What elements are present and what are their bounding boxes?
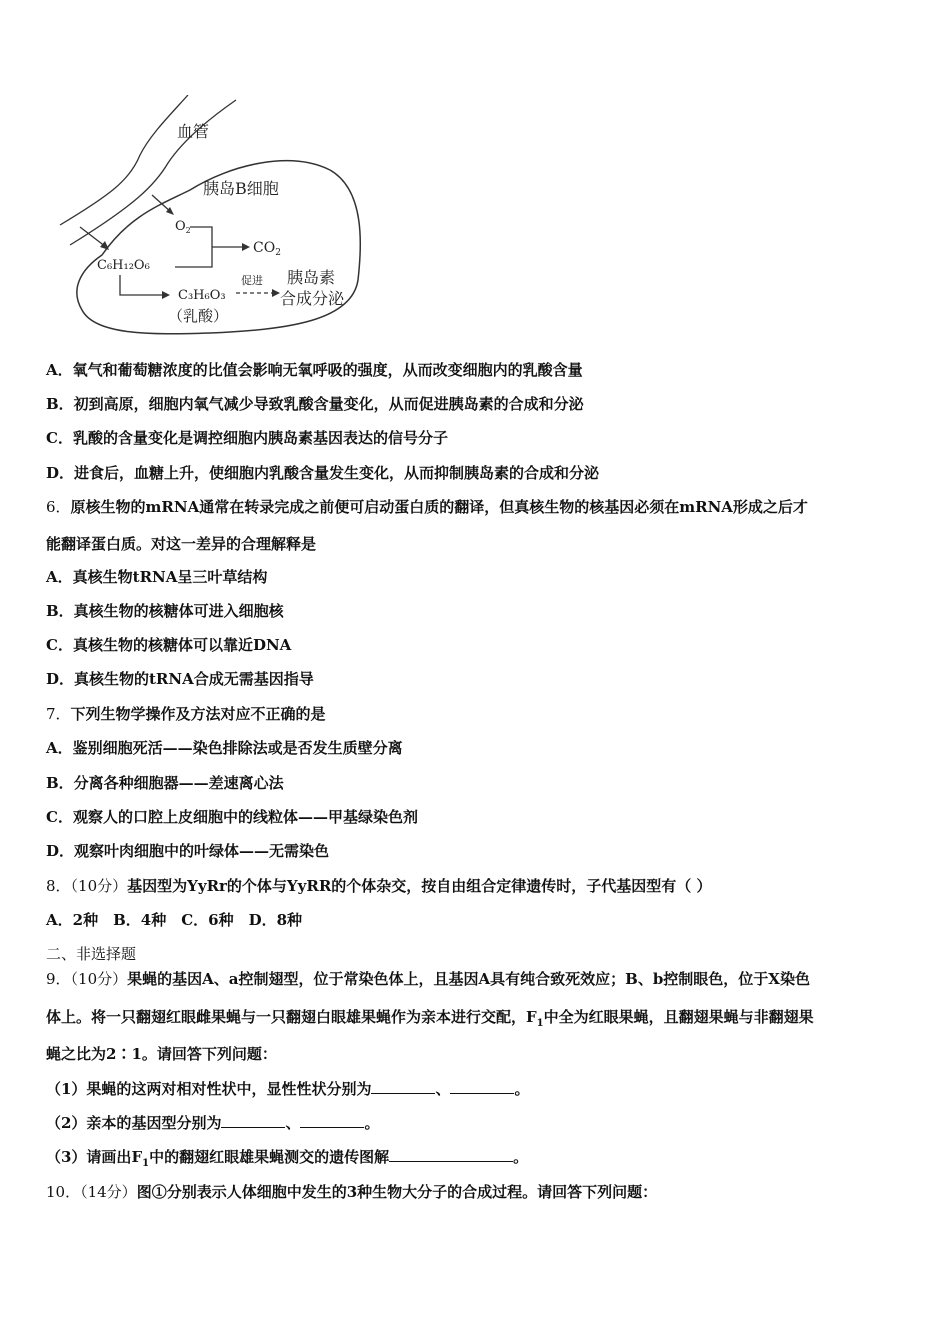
- insulin-label-2: 合成分泌: [280, 289, 345, 308]
- q6-option-d: D．真核生物的tRNA合成无需基因指导: [46, 670, 314, 688]
- q6-stem-2: 能翻译蛋白质。对这一差异的合理解释是: [46, 535, 317, 553]
- q9-sub2-blank-1[interactable]: [221, 1113, 285, 1128]
- q8-score: （10分）: [70, 877, 128, 895]
- q9-stem-2: 体上。将一只翻翅红眼雌果蝇与一只翻翅白眼雄果蝇作为亲本进行交配，$F_1$中全为红眼果蝇，且翻翅果蝇与非翻翅果: [46, 1008, 814, 1029]
- q6-option-b: B．真核生物的核糖体可进入细胞核: [46, 602, 284, 620]
- q8-number: 8．: [46, 877, 71, 895]
- q5-option-b: B．初到高原，细胞内氧气减少导致乳酸含量变化，从而促进胰岛素的合成和分泌: [46, 395, 584, 413]
- q7-option-b: B．分离各种细胞器——差速离心法: [46, 774, 284, 792]
- promote-label: 促进: [241, 274, 263, 287]
- q9-sub3-blank[interactable]: [389, 1147, 513, 1162]
- lactate-name: （乳酸）: [168, 307, 229, 325]
- q6-number: 6．: [46, 498, 71, 516]
- vessel-wall-outer: [60, 95, 188, 225]
- q8-options: A．2种 B．4种 C．6种 D．8种: [46, 911, 303, 929]
- q7-option-d: D．观察叶肉细胞中的叶绿体——无需染色: [46, 842, 330, 860]
- vessel-label: 血管: [177, 122, 210, 141]
- q7-number: 7．: [46, 705, 71, 723]
- q6-option-a: A．真核生物tRNA呈三叶草结构: [46, 568, 268, 586]
- vessel-wall-inner: [70, 100, 236, 245]
- cell-label: 胰岛B细胞: [203, 179, 279, 198]
- glucose-label: C₆H₁₂O₆: [97, 258, 150, 273]
- q7-option-a: A．鉴别细胞死活——染色排除法或是否发生质壁分离: [46, 739, 403, 757]
- glucose-entry-arrowhead: [100, 241, 109, 250]
- q6-option-c: C．真核生物的核糖体可以靠近DNA: [46, 636, 292, 654]
- section-2-heading: 二、非选择题: [46, 945, 137, 963]
- q9-sub2-blank-2[interactable]: [300, 1113, 364, 1128]
- q9-sub-2: （2）亲本的基因型分别为 、 。: [46, 1114, 380, 1132]
- insulin-label-1: 胰岛素: [287, 268, 336, 287]
- q5-option-c: C．乳酸的含量变化是调控细胞内胰岛素基因表达的信号分子: [46, 429, 448, 447]
- q9-sub-1: （1）果蝇的这两对相对性状中，显性性状分别为 、 。: [46, 1080, 530, 1098]
- co2-arrowhead: [242, 243, 250, 251]
- o2-label: $O_2$: [175, 219, 191, 235]
- q7-stem: 7．下列生物学操作及方法对应不正确的是: [46, 705, 326, 723]
- lactate-arrowhead: [162, 291, 170, 299]
- q6-stem-1: 6．原核生物的mRNA通常在转录完成之前便可启动蛋白质的翻译，但真核生物的核基因必须在mRNA形成之后才: [46, 498, 808, 516]
- anaerobic-path: [120, 275, 164, 295]
- promote-arrowhead: [272, 289, 280, 297]
- q9-sub1-blank-1[interactable]: [371, 1079, 435, 1094]
- q10-number: 10．: [46, 1183, 81, 1201]
- q7-option-c: C．观察人的口腔上皮细胞中的线粒体——甲基绿染色剂: [46, 808, 418, 826]
- q9-sub-3: （3）请画出$F_1$中的翻翅红眼雄果蝇测交的遗传图解 。: [46, 1148, 529, 1169]
- q10-stem: 10．（14分）图①分别表示人体细胞中发生的3种生物大分子的合成过程。请回答下列问题：: [46, 1183, 658, 1201]
- q9-score: （10分）: [70, 970, 128, 988]
- q9-stem-1: 9．（10分）果蝇的基因A、a控制翅型，位于常染色体上，且基因A具有纯合致死效应；B、b控制眼色，位于X染色: [46, 970, 810, 988]
- co2-label: $CO_2$: [253, 240, 281, 258]
- q9-sub1-blank-2[interactable]: [450, 1079, 514, 1094]
- q8-stem: 8．（10分）基因型为YyRr的个体与YyRR的个体杂交，按自由组合定律遗传时，子代基因型有（ ）: [46, 877, 712, 895]
- q5-option-d: D．进食后，血糖上升，使细胞内乳酸含量发生变化，从而抑制胰岛素的合成和分泌: [46, 464, 600, 482]
- q9-number: 9．: [46, 970, 71, 988]
- q9-stem-3: 蝇之比为2∶1。请回答下列问题：: [46, 1045, 277, 1063]
- q10-score: （14分）: [80, 1183, 137, 1201]
- q5-option-a: A．氧气和葡萄糖浓度的比值会影响无氧呼吸的强度，从而改变细胞内的乳酸含量: [46, 361, 583, 379]
- lactate-label: C₃H₆O₃: [178, 288, 226, 303]
- insulin-cell-diagram: [40, 95, 370, 345]
